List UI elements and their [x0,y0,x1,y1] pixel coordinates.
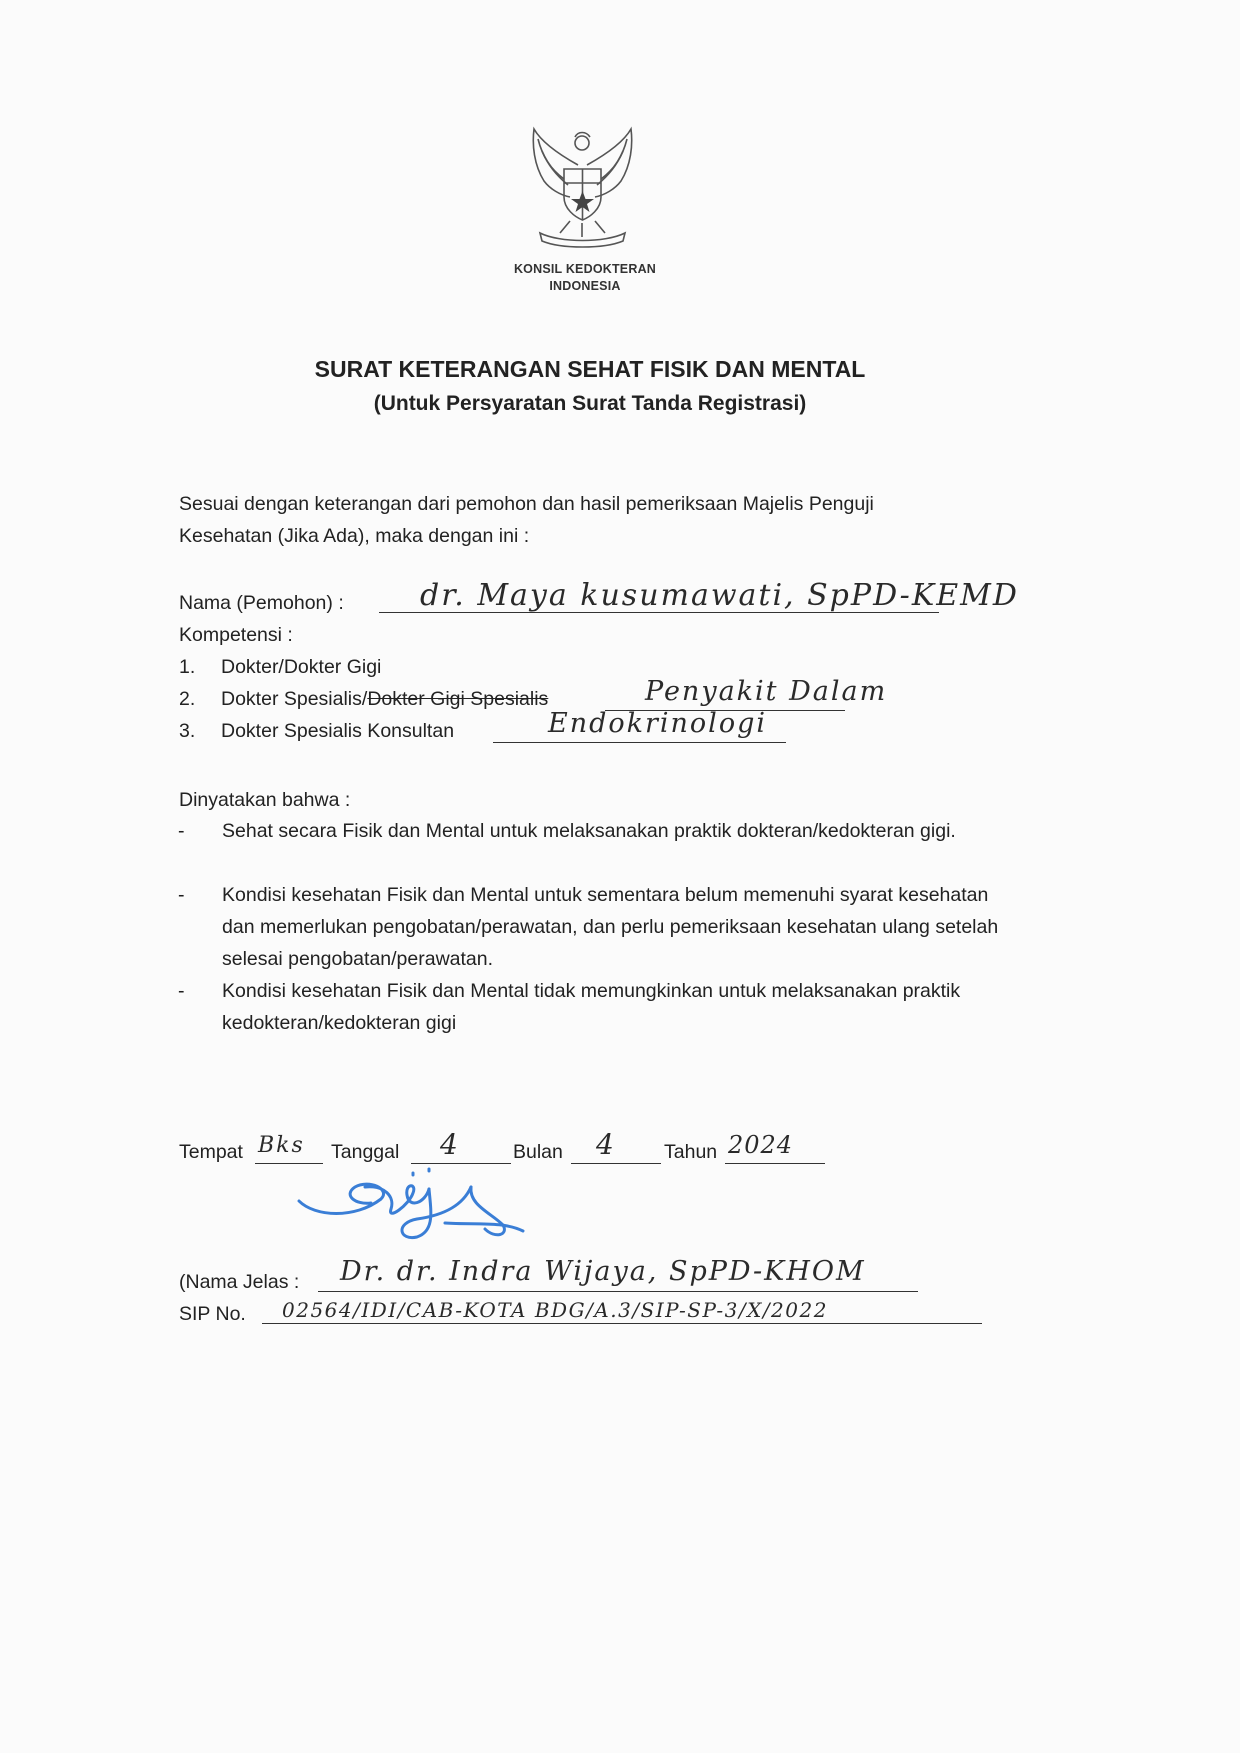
competence-num-2: 2. [179,688,196,710]
competence-label-3: Dokter Spesialis Konsultan [221,720,455,742]
competence-value-3: Endokrinologi [548,708,767,739]
year-label: Tahun [664,1141,718,1163]
competence-label: Kompetensi : [179,624,293,646]
competence-struck-2: Dokter Gigi Spesialis [367,688,549,710]
signer-name-line [318,1291,918,1292]
year-value: 2024 [728,1131,794,1159]
statement-dash-2: - [178,884,185,906]
sip-line [262,1323,982,1324]
competence-num-3: 3. [179,720,196,742]
sip-value: 02564/IDI/CAB-KOTA BDG/A.3/SIP-SP-3/X/2022 [282,1298,828,1322]
statement-dash-1: - [178,820,185,842]
sip-label: SIP No. [179,1303,246,1325]
competence-label-2: Dokter Spesialis/ [221,688,368,710]
statement-label: Dinyatakan bahwa : [179,789,351,811]
signer-name-label: (Nama Jelas : [179,1271,300,1293]
applicant-name-label: Nama (Pemohon) : [179,592,344,614]
competence-label-1: Dokter/Dokter Gigi [221,656,382,678]
day-label: Tanggal [331,1141,400,1163]
day-line [411,1163,511,1164]
competence-value-2: Penyakit Dalam [645,676,888,707]
statement-item-1: Sehat secara Fisik dan Mental untuk melaksanakan praktik dokteran/kedokteran gigi. [222,820,956,842]
signer-name-value: Dr. dr. Indra Wijaya, SpPD-KHOM [340,1256,866,1287]
statement-item-3: Kondisi kesehatan Fisik dan Mental tidak memungkinkan untuk melaksanakan praktik kedokteran/kedokteran gigi [222,980,961,1034]
competence-num-1: 1. [179,656,196,678]
org-name-line1: KONSIL KEDOKTERAN [513,262,657,276]
statement-item-2: Kondisi kesehatan Fisik dan Mental untuk sementara belum memenuhi syarat kesehatan dan memerlukan pengobatan/perawatan, dan perlu pemeriksaan kesehatan ulang setelah selesai pengobatan/perawatan. [222,884,999,970]
intro-line2: Kesehatan (Jika Ada), maka dengan ini : [179,525,530,547]
applicant-name-value: dr. Maya kusumawati, SpPD-KEMD [420,578,1019,613]
day-value: 4 [440,1128,460,1161]
document-subtitle: (Untuk Persyaratan Surat Tanda Registrasi) [373,392,807,415]
month-label: Bulan [513,1141,563,1163]
statement-dash-3: - [178,980,185,1002]
intro-line1: Sesuai dengan keterangan dari pemohon dan hasil pemeriksaan Majelis Penguji [179,493,874,515]
place-value: Bks [258,1133,305,1158]
document-title: SURAT KETERANGAN SEHAT FISIK DAN MENTAL [314,356,866,382]
garuda-emblem-icon [520,125,645,250]
place-label: Tempat [179,1141,243,1163]
month-value: 4 [596,1128,616,1161]
signature-icon [295,1165,535,1245]
year-line [725,1163,825,1164]
competence-line-3 [493,742,786,743]
org-name-line2: INDONESIA [549,279,621,293]
competence-item-2 [221,688,548,711]
place-line [255,1163,323,1164]
month-line [571,1163,661,1164]
